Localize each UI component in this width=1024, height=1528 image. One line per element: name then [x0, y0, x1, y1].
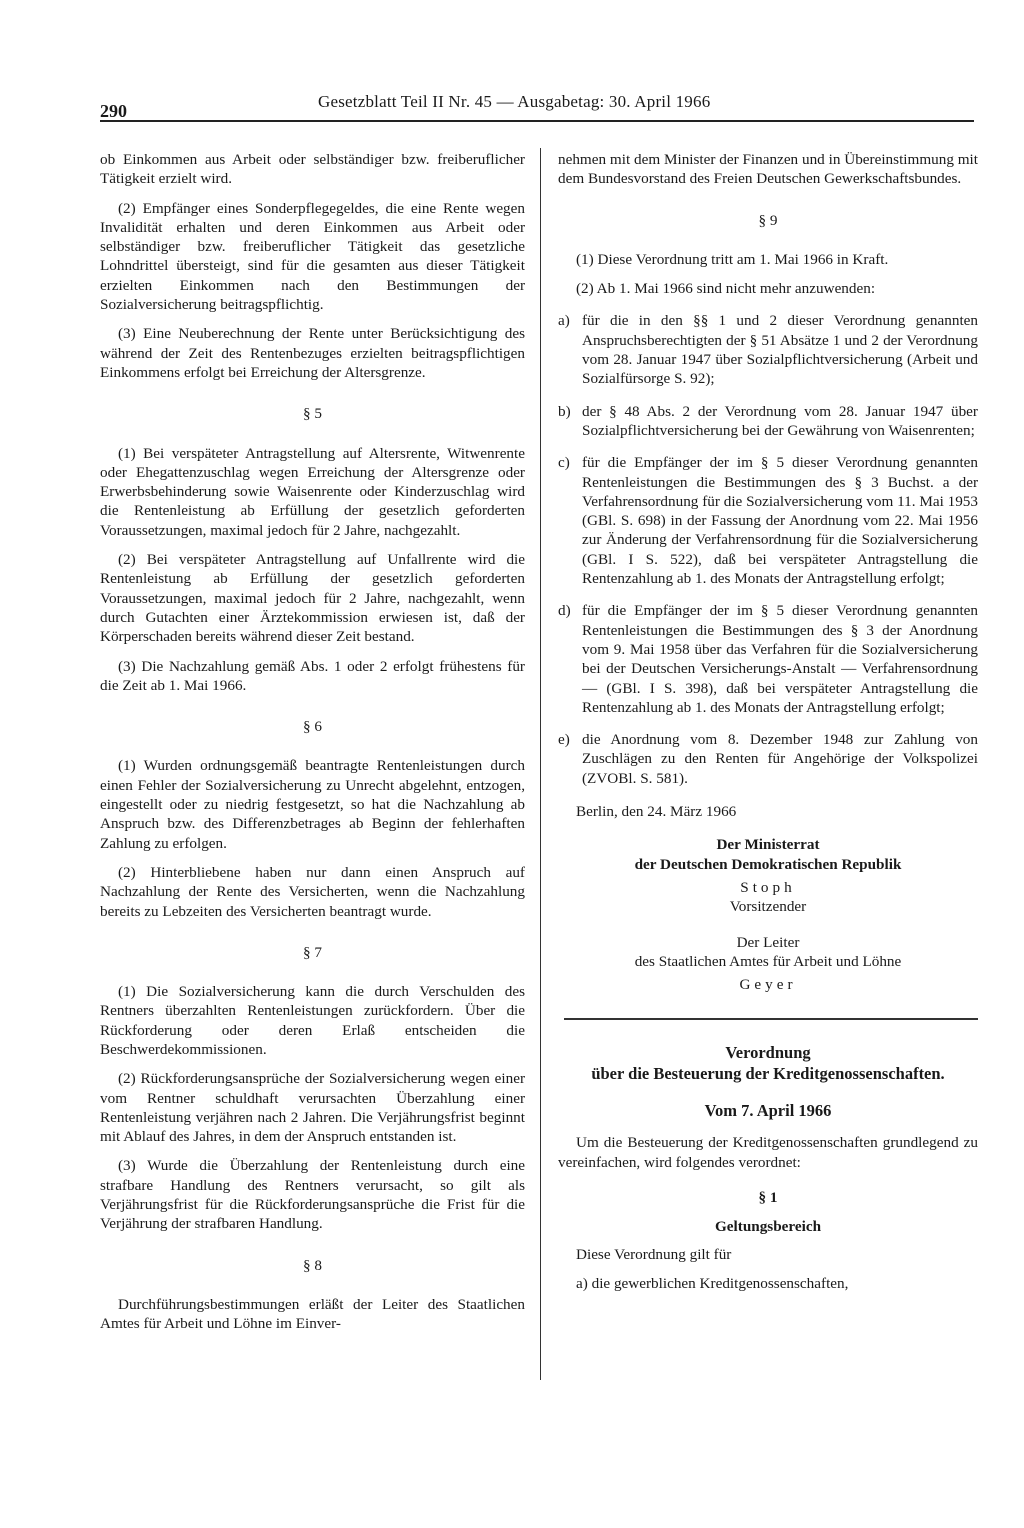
paragraph-s4-3: (3) Eine Neuberechnung der Rente unter Berücksichtigung des während der Zeit des Rentenbezuges erzielten beitragspflichtigen Einkommens erfolgt bei Erreichung der Altersgrenze.	[100, 325, 525, 381]
paragraph-s7-3: (3) Wurde die Überzahlung der Rentenleistung durch eine strafbare Handlung des Rentners verursacht, so gilt als Verjährungsfrist für die Rückforderungsansprüche die Frist für die Verjährung der strafbaren Handlung.	[100, 1157, 525, 1233]
section-heading-9: § 9	[758, 211, 778, 229]
list-item-text: für die Empfänger der im § 5 dieser Verordnung genannten Rentenleistungen die Bestimmungen des § 3 der Anordnung vom 9. Mai 1958 über das Verfahren für die Sozialversicherung bei der Deutschen Versicherungs-Anstalt — Verfahrensordnung — (GBl. I S. 398), daß bei verspäteter Antragstellung die Rentenzahlung ab 1. des Monats der Antragstellung erfolgt;	[582, 602, 978, 716]
list-item-text: für die in den §§ 1 und 2 dieser Verordnung genannten Anspruchsberechtigten der § 51 Absätze 1 und 2 der Verordnung vom 28. Januar 1947 über Sozialpflichtversicherung (Arbeit und Sozialfürsorge S. 92);	[582, 312, 978, 388]
page-number: 290	[100, 101, 127, 121]
continuation-text-right: nehmen mit dem Minister der Finanzen und in Übereinstimmung mit dem Bundesvorstand des Freien Deutschen Gewerkschaftsbundes.	[558, 151, 978, 188]
list-item-label: b)	[558, 402, 571, 420]
list-item	[558, 730, 978, 788]
paragraph-s7-2: (2) Rückforderungsansprüche der Sozialversicherung wegen einer vom Rentner schuldhaft verursachten Überzahlung einer Rentenleistung verjähren nach 2 Jahren. Die Verjährungsfrist beginnt mit Ablauf des Jahres, in dem der Anspruch entstanden ist.	[100, 1070, 525, 1146]
paragraph-s8-1: Durchführungsbestimmungen erläßt der Leiter des Staatlichen Amtes für Arbeit und Löhne im Einver-	[100, 1295, 525, 1333]
place-date: Berlin, den 24. März 1966	[576, 803, 737, 821]
signer-1-name: Stoph	[740, 878, 796, 896]
running-header: Gesetzblatt Teil II Nr. 45 — Ausgabetag: 30. April 1966	[318, 92, 711, 111]
signer-2-name: Geyer	[739, 976, 797, 994]
decree-date: Vom 7. April 1966	[704, 1101, 832, 1121]
paragraph-s9-1: (1) Diese Verordnung tritt am 1. Mai 1966 in Kraft.	[576, 250, 889, 268]
header-rule	[100, 120, 974, 122]
paragraph-s4-2: (2) Empfänger eines Sonderpflegegeldes, die eine Rente wegen Invalidität erhalten und deren Einkommen aus Arbeit oder selbständiger bzw. freiberuflicher Tätigkeit das gesetzliche Lohndrittel übersteigt, sind für die gesamten aus dieser Tätigkeit erzielten Einkommen nach den Bestimmungen der Sozialversicherung beitragspflichtig.	[100, 199, 525, 314]
paragraph-s6-1: (1) Wurden ordnungsgemäß beantragte Rentenleistungen durch einen Fehler der Sozialversicherung zu Unrecht abgelehnt, entzogen, eingestellt oder zu niedrig festgesetzt, so hat die Nachzahlung ab Anspruch bzw. des Differenzbetrages ab Beginn der fehlerhaften Zahlung zu erfolgen.	[100, 757, 525, 852]
list-item-text: die Anordnung vom 8. Dezember 1948 zur Zahlung von Zuschlägen zu den Renten für Angehörige der Volkspolizei (ZVOBl. S. 581).	[582, 731, 978, 787]
section-rule	[564, 1018, 978, 1020]
section-heading-7: § 7	[303, 943, 322, 961]
council-line-1: Der Ministerrat	[716, 836, 820, 854]
left-column	[100, 150, 525, 1334]
continuation-text: ob Einkommen aus Arbeit oder selbständiger bzw. freiberuflicher Tätigkeit erzielt wird.	[100, 151, 525, 188]
list-item-text: der § 48 Abs. 2 der Verordnung vom 28. Januar 1947 über Sozialpflichtversicherung bei der Gewährung von Waisenrenten;	[582, 402, 978, 439]
council-line-2: der Deutschen Demokratischen Republik	[634, 855, 902, 873]
list-item	[558, 311, 978, 388]
paragraph-s5-2: (2) Bei verspäteter Antragstellung auf Unfallrente wird die Rentenleistung ab Erfüllung der gesetzlich geforderten Voraussetzungen, maximal jedoch für 2 Jahre, nachgezahlt, wenn durch Gutachten einer Ärztekommission erwiesen ist, daß der Körperschaden bereits während dieser Zeit bestand.	[100, 551, 525, 646]
decree-section-1: § 1	[758, 1188, 778, 1206]
section-heading-5: § 5	[303, 405, 322, 423]
decree-s1-a: a) die gewerblichen Kreditgenossenschaften,	[576, 1274, 849, 1292]
decree-intro: Um die Besteuerung der Kreditgenossenschaften grundlegend zu vereinfachen, wird folgendes verordnet:	[558, 1134, 978, 1171]
list-item-text: für die Empfänger der im § 5 dieser Verordnung genannten Rentenleistungen die Bestimmungen des § 3 Buchst. a der Verfahrensordnung für die Sozialversicherung vom 11. Mai 1953 (GBl. S. 698) in der Fassung der Anordnung vom 22. Mai 1956 zur Änderung der Verfahrensordnung für die Sozialversicherung (GBl. I S. 522), daß bei verspäteter Antragstellung die Rentenzahlung ab 1. des Monats der Antragstellung erfolgt;	[582, 454, 978, 588]
list-item-label: c)	[558, 454, 570, 472]
signer-1-title: Vorsitzender	[729, 898, 807, 916]
decree-section-1-title: Geltungsbereich	[714, 1218, 822, 1236]
decree-s1-p1: Diese Verordnung gilt für	[576, 1245, 732, 1263]
signer-2-title-1: Der Leiter	[736, 933, 800, 951]
section-heading-8: § 8	[303, 1256, 322, 1274]
paragraph-s7-1: (1) Die Sozialversicherung kann die durch Verschulden des Rentners überzahlten Rentenleistungen zurückfordern. Über die Rückforderung oder deren Erlaß entscheiden die Beschwerdekommissionen.	[100, 983, 525, 1058]
signer-2-title-2: des Staatlichen Amtes für Arbeit und Löhne	[634, 952, 902, 970]
right-column	[558, 150, 978, 1293]
column-divider	[540, 148, 541, 1380]
paragraph-s5-1: (1) Bei verspäteter Antragstellung auf Altersrente, Witwenrente oder Ehegattenzuschlag wegen Erreichung der Altersgrenze oder Erwerbsbehinderung sowie Waisenrente oder Kinderzuschlag wird die Rentenleistung ab Erfüllung der gesetzlich geforderten Voraussetzungen, maximal jedoch für 2 Jahre, nachgezahlt.	[100, 444, 525, 539]
decree-title-1: Verordnung	[725, 1043, 811, 1063]
paragraph-s9-2: (2) Ab 1. Mai 1966 sind nicht mehr anzuwenden:	[576, 280, 876, 298]
decree-title-2: über die Besteuerung der Kreditgenossenschaften.	[591, 1064, 945, 1084]
list-item-label: e)	[558, 731, 570, 749]
list-item-label: a)	[558, 312, 570, 330]
paragraph-s5-3: (3) Die Nachzahlung gemäß Abs. 1 oder 2 erfolgt frühestens für die Zeit ab 1. Mai 1966.	[100, 657, 525, 694]
list-item	[558, 601, 978, 717]
list-item-label: d)	[558, 602, 571, 620]
paragraph-s6-2: (2) Hinterbliebene haben nur dann einen Anspruch auf Nachzahlung der Rente des Versicherten, wenn die Nachzahlung bereits zu Lebzeiten des Versicherten beantragt wurde.	[100, 863, 525, 920]
section-heading-6: § 6	[303, 718, 322, 736]
list-item	[558, 402, 978, 441]
list-item	[558, 453, 978, 588]
